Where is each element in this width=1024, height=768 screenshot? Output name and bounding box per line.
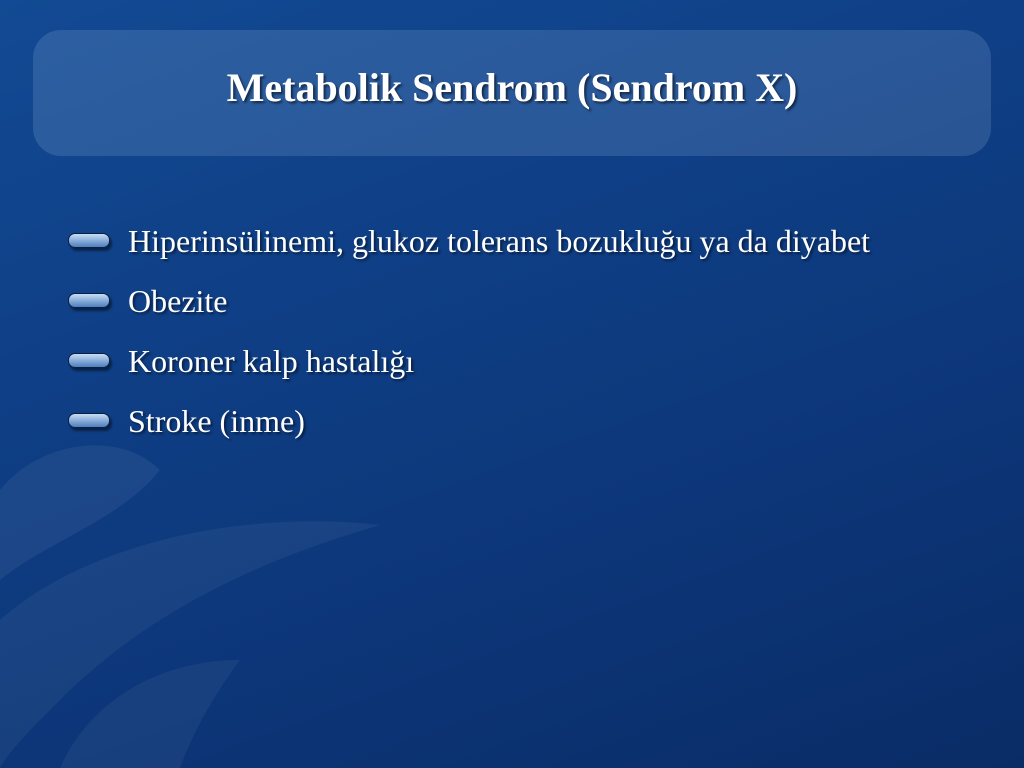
bullet-text: Obezite xyxy=(128,283,228,319)
list-item xyxy=(66,340,946,382)
list-item xyxy=(66,280,946,322)
bullet-text: Koroner kalp hastalığı xyxy=(128,343,415,379)
slide-title: Metabolik Sendrom (Sendrom X) xyxy=(226,65,798,110)
bullet-text: Stroke (inme) xyxy=(128,403,305,439)
pill-bullet-icon xyxy=(68,293,110,308)
pill-bullet-icon xyxy=(68,353,110,368)
list-item xyxy=(66,220,946,262)
pill-bullet-icon xyxy=(68,413,110,428)
bullet-list xyxy=(66,220,946,460)
pill-bullet-icon xyxy=(68,233,110,248)
list-item xyxy=(66,400,946,442)
bullet-text: Hiperinsülinemi, glukoz tolerans bozukluğu ya da diyabet xyxy=(128,223,871,259)
